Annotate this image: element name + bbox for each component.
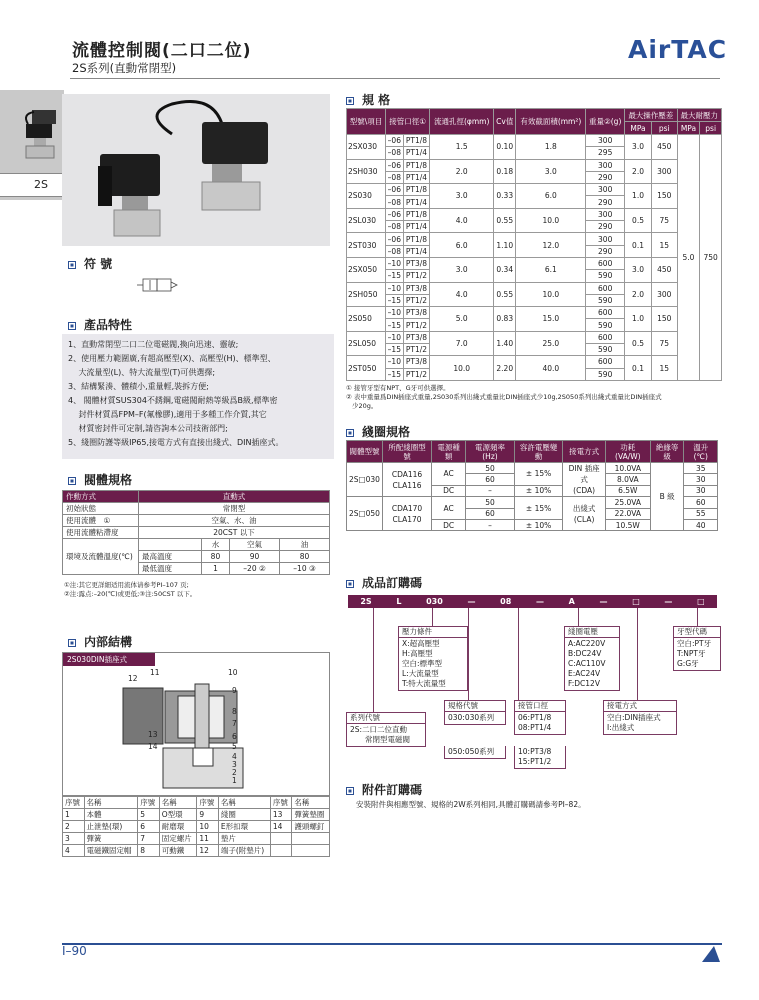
spec-cell: 0.1: [625, 356, 652, 381]
spec-cell: 590: [586, 344, 625, 356]
footer-line: [62, 943, 722, 945]
spec-cell: PT1/8: [403, 184, 429, 196]
spec-cell: 290: [586, 221, 625, 233]
spec-cell: 600: [586, 282, 625, 294]
spec-cell: 300: [586, 135, 625, 147]
product-photo: [62, 94, 330, 246]
spec-cell: 300: [652, 282, 678, 307]
spec-cell: –10: [385, 257, 403, 269]
spec-cell: 1.40: [494, 331, 516, 356]
spec-cell: 6.1: [516, 257, 586, 282]
spec-cell: 1.8: [516, 135, 586, 160]
spec-row: [347, 208, 722, 220]
coil-table: 閥體型號 所配綫圈型號 電源種類 電源頻率(Hz) 容許電壓變動 接電方式 功耗(VA/W) 絶緣等級 溫升(℃) 2S□030 CDA116 CLA116 AC 50 ± 15% DIN 插座式 (CDA) 10.0VA B 級 35 60 8.0VA 30 DC – ± 10% 6.5W 30 2S□050 CDA170 CLA170 AC 50 ± 15% 出綫式 (CLA) 25.0VA 60 60 22.0VA 55 DC – ± 10% 10.5W 40: [346, 440, 718, 531]
spec-row: [347, 331, 722, 343]
part-number: 8: [232, 707, 237, 716]
spec-cell: 0.55: [494, 282, 516, 307]
spec-cell: –10: [385, 307, 403, 319]
cross-section-drawing: [63, 666, 329, 796]
spec-cell: 5.0: [430, 307, 494, 332]
spec-note: ① 接管牙型有NPT、G牙可供選擇。: [346, 384, 450, 392]
spec-cell: PT1/2: [403, 270, 429, 282]
spec-note: 少20g。: [352, 402, 378, 410]
spec-cell: PT3/8: [403, 307, 429, 319]
spec-cell: –06: [385, 208, 403, 220]
spec-cell: 2.0: [430, 159, 494, 184]
valve-thumbnail-icon: [14, 108, 58, 164]
spec-cell: –15: [385, 294, 403, 306]
spec-cell: 2SL050: [347, 331, 386, 356]
order-series-box: 系列代號 2S:二口二位直動 常閉型電磁閥: [346, 712, 426, 747]
spec-cell: 75: [652, 208, 678, 233]
spec-cell: 600: [586, 307, 625, 319]
spec-cell: –08: [385, 245, 403, 257]
part-number: 13: [148, 730, 158, 739]
order-voltage-box: 綫圈電壓 A:AC220V B:DC24V C:AC110V E:AC24V F:DC12V: [564, 626, 620, 691]
spec-cell: 0.34: [494, 257, 516, 282]
spec-cell: PT1/2: [403, 319, 429, 331]
spec-cell: 300: [586, 159, 625, 171]
spec-cell: 3.0: [625, 135, 652, 160]
spec-cell: 2SX050: [347, 257, 386, 282]
feature-item: 3、結構緊湊、體積小,重量輕,裝拆方便;: [68, 382, 209, 391]
part-number: 3: [232, 760, 237, 769]
spec-cell: 2ST030: [347, 233, 386, 258]
valve-spec-table: 作動方式 直動式 初始狀態 常閉型 使用流體 ① 空氣、水、油 使用流體粘滯度 20CST 以下 環境及流體溫度(℃) 水 空氣 油 最高溫度 80 90 80 最低溫度 1 –20 ② –10 ③: [62, 490, 330, 575]
spec-cell: 12.0: [516, 233, 586, 258]
spec-cell: 10.0: [516, 208, 586, 233]
spec-cell: 10.0: [516, 282, 586, 307]
page-number: Ⅰ–90: [62, 944, 87, 958]
spec-cell: 450: [652, 257, 678, 282]
spec-row: [347, 356, 722, 368]
spec-cell: 2.0: [625, 282, 652, 307]
spec-cell: 0.55: [494, 208, 516, 233]
spec-cell: 600: [586, 257, 625, 269]
spec-cell: 0.1: [625, 233, 652, 258]
section-coil: 綫圈規格: [346, 423, 410, 440]
spec-cell: PT1/4: [403, 196, 429, 208]
spec-cell: PT1/8: [403, 135, 429, 147]
spec-cell: 300: [586, 184, 625, 196]
spec-cell: PT1/2: [403, 344, 429, 356]
spec-cell: 590: [586, 270, 625, 282]
order-code-bar: 2S L 030 — 08 — A — □ — □: [348, 595, 717, 608]
spec-cell: 450: [652, 135, 678, 160]
order-connection-box: 接電方式 空白:DIN插座式 I:出綫式: [603, 700, 677, 735]
spec-cell: –10: [385, 282, 403, 294]
spec-cell: PT1/8: [403, 208, 429, 220]
spec-cell: 15.0: [516, 307, 586, 332]
part-number: 5: [232, 742, 237, 751]
spec-cell: 0.10: [494, 135, 516, 160]
spec-cell: 4.0: [430, 282, 494, 307]
order-spec-box: 規格代號 030:030系列: [444, 700, 506, 725]
spec-row: [347, 233, 722, 245]
feature-item: 1、直動常閉型二口二位電磁閥,換向迅速、靈敏;: [68, 340, 239, 349]
spec-cell: 150: [652, 307, 678, 332]
feature-item: 大流量型(L)、特大流量型(T)可供選擇;: [68, 368, 216, 377]
spec-cell: 3.0: [430, 184, 494, 209]
features-list: [62, 334, 334, 459]
spec-cell: 75: [652, 331, 678, 356]
spec-row: [347, 159, 722, 171]
spec-row: [347, 257, 722, 269]
spec-cell: –15: [385, 270, 403, 282]
spec-cell: 750: [700, 135, 722, 381]
spec-cell: –08: [385, 196, 403, 208]
spec-cell: 300: [586, 208, 625, 220]
spec-cell: –10: [385, 356, 403, 368]
spec-cell: 2S030: [347, 184, 386, 209]
spec-cell: PT1/4: [403, 171, 429, 183]
spec-cell: 6.0: [430, 233, 494, 258]
part-number: 10: [228, 668, 238, 677]
spec-cell: 0.5: [625, 208, 652, 233]
valve-spec-note: ①注:其它更詳細适用流体请参考PⅠ–107 页;: [64, 581, 189, 589]
spec-cell: 2SH030: [347, 159, 386, 184]
spec-cell: PT1/4: [403, 245, 429, 257]
spec-cell: 590: [586, 319, 625, 331]
part-number: 6: [232, 732, 237, 741]
spec-cell: –10: [385, 331, 403, 343]
part-number: 11: [150, 668, 160, 677]
spec-cell: PT3/8: [403, 331, 429, 343]
spec-cell: –06: [385, 159, 403, 171]
feature-item: 2、使用壓力範圍廣,有超高壓型(X)、高壓型(H)、標準型、: [68, 354, 276, 363]
spec-cell: 1.0: [625, 307, 652, 332]
spec-cell: 3.0: [516, 159, 586, 184]
spec-row: [347, 307, 722, 319]
spec-cell: –06: [385, 135, 403, 147]
order-spec-box-2: 050:050系列: [444, 746, 506, 759]
spec-cell: PT1/2: [403, 294, 429, 306]
spec-cell: 4.0: [430, 208, 494, 233]
spec-cell: 2S050: [347, 307, 386, 332]
spec-cell: 300: [652, 159, 678, 184]
accessory-text: 安裝附件與相應型號、規格的2W系列相同,具體訂購碼請參考PⅠ–82。: [356, 800, 586, 809]
solenoid-valve-image: [62, 94, 330, 246]
spec-row: [347, 282, 722, 294]
feature-item: 5、綫圈防護等級IP65,接電方式有直接出綫式、DIN插座式。: [68, 438, 284, 447]
spec-note: ② 表中重量爲DIN插座式重量,2S030系列出綫式重量比DIN插座式少10g,2S050系列出綫式重量比DIN插座式: [346, 393, 662, 401]
side-tab-2s[interactable]: 2S: [0, 173, 64, 197]
spec-cell: –08: [385, 221, 403, 233]
spec-cell: 290: [586, 196, 625, 208]
internal-diagram: [62, 652, 330, 796]
spec-cell: 0.83: [494, 307, 516, 332]
section-internal: 内部結構: [68, 633, 132, 650]
spec-cell: PT3/8: [403, 356, 429, 368]
internal-model-label: 2S030DIN插座式: [63, 653, 155, 666]
spec-cell: PT1/4: [403, 221, 429, 233]
parts-table: 序號 名稱 序號 名稱 序號 名稱 序號 名稱 1 本體 5 O型環 9 綫圈 13 彈簧墊圈 2 止泄墊(環) 6 耐磨環 10 E形扣環 14 護頭螺釘 3 彈簧 7 固定螺片 11 墊片 4 電磁鐵固定帽 8 可動鐵 12 端子(附墊片): [62, 796, 330, 857]
spec-row: [347, 135, 722, 147]
spec-cell: –15: [385, 368, 403, 380]
spec-cell: 590: [586, 294, 625, 306]
spec-cell: 2SL030: [347, 208, 386, 233]
valve-symbol-icon: [135, 276, 179, 294]
spec-cell: 2ST050: [347, 356, 386, 381]
spec-cell: 25.0: [516, 331, 586, 356]
spec-cell: 10.0: [430, 356, 494, 381]
spec-cell: 2SH050: [347, 282, 386, 307]
airtac-logo: AirTAC: [628, 35, 728, 64]
spec-cell: 3.0: [430, 257, 494, 282]
spec-cell: 0.33: [494, 184, 516, 209]
section-symbol: 符 號: [68, 255, 112, 272]
spec-cell: 3.0: [625, 257, 652, 282]
spec-cell: 600: [586, 356, 625, 368]
part-number: 14: [148, 742, 158, 751]
spec-cell: 6.0: [516, 184, 586, 209]
order-pressure-box: 壓力條件 X:超高壓型 H:高壓型 空白:標準型 L:大流量型 T:特大流量型: [398, 626, 468, 691]
spec-cell: 15: [652, 233, 678, 258]
order-port-box: 接管口徑 06:PT1/8 08:PT1/4: [514, 700, 566, 735]
spec-cell: 290: [586, 245, 625, 257]
spec-cell: 1.10: [494, 233, 516, 258]
header-divider: [70, 78, 720, 79]
spec-row: [347, 184, 722, 196]
spec-cell: 1.5: [430, 135, 494, 160]
spec-cell: –06: [385, 184, 403, 196]
airtac-corner-icon: [700, 944, 722, 964]
section-spec: 規 格: [346, 91, 390, 108]
section-valve-spec: 閥體規格: [68, 471, 132, 488]
order-port-box-2: 10:PT3/8 15:PT1/2: [514, 746, 566, 769]
part-number: 12: [128, 674, 138, 683]
part-number: 7: [232, 719, 237, 728]
part-number: 2: [232, 768, 237, 777]
spec-cell: –08: [385, 147, 403, 159]
part-number: 4: [232, 752, 237, 761]
part-number: 1: [232, 776, 237, 785]
spec-cell: 300: [586, 233, 625, 245]
spec-cell: PT1/2: [403, 368, 429, 380]
spec-cell: PT1/4: [403, 147, 429, 159]
section-accessory: 附件訂購碼: [346, 781, 422, 798]
spec-cell: 7.0: [430, 331, 494, 356]
spec-cell: 15: [652, 356, 678, 381]
spec-cell: 0.18: [494, 159, 516, 184]
spec-cell: 5.0: [677, 135, 700, 381]
order-thread-box: 牙型代碼 空白:PT牙 T:NPT牙 G:G牙: [673, 626, 721, 671]
spec-cell: 295: [586, 147, 625, 159]
spec-cell: 590: [586, 368, 625, 380]
spec-cell: –08: [385, 171, 403, 183]
section-features: 產品特性: [68, 316, 132, 333]
spec-cell: PT1/8: [403, 159, 429, 171]
spec-cell: –06: [385, 233, 403, 245]
spec-cell: –15: [385, 319, 403, 331]
feature-item: 4、 閥體材質SUS304不銹鋼,電磁閥耐熱等級爲B級,標準密: [68, 396, 278, 405]
section-order: 成品訂購碼: [346, 574, 422, 591]
spec-cell: 2.0: [625, 159, 652, 184]
part-number: 9: [232, 686, 237, 695]
feature-item: 封件材質爲FPM–F(氟橡膠),適用于多種工作介質,其它: [68, 410, 267, 419]
spec-cell: –15: [385, 344, 403, 356]
spec-table: 型號\項目 接管口徑① 流通孔徑(φmm) Cv值 有效截面積(mm²) 重量②(g) 最大操作壓差 最大耐壓力 MPa psi MPa psi 2SX030 –06 PT1/8 1.5 0.10 1.8 300 3.0 450 5.0 750 –08 PT1/4 295 2SH030 –06 PT1/8 2.0 0.18 3.0 300 2.0 300 –08 PT1/4 290 2S030 –06 PT1/8 3.0 0.33 6.0 300 1.0 150 –08 PT1/4 290 2SL030 –06 PT1/8 4.0 0.55 10.0 300 0.5 75 –08 PT1/4 290 2ST030 –06 PT1/8 6.0 1.10 12.0 300 0.1 15 –08 PT1/4 290 2SX050 –10 PT3/8 3.0 0.34 6.1 600 3.0 450 –15 PT1/2 590 2SH050 –10 PT3/8 4.0 0.55 10.0 600 2.0 300 –15 PT1/2 590 2S050 –10 PT3/8 5.0 0.83 15.0 600 1.0 150 –15 PT1/2 590 2SL050 –10 PT3/8 7.0 1.40 25.0 600 0.5 75 –15 PT1/2 590 2ST050 –10 PT3/8 10.0 2.20 40.0 600 0.1 15 –15 PT1/2 590: [346, 108, 722, 381]
valve-spec-note: ②注:露点:–20(℃)或更低;③注:50CST 以下。: [64, 590, 197, 598]
page-subtitle: 2S系列(直動常閉型): [72, 61, 177, 75]
spec-cell: 150: [652, 184, 678, 209]
spec-cell: PT3/8: [403, 257, 429, 269]
spec-cell: 290: [586, 171, 625, 183]
spec-cell: 1.0: [625, 184, 652, 209]
spec-cell: 40.0: [516, 356, 586, 381]
spec-cell: 2.20: [494, 356, 516, 381]
spec-cell: 0.5: [625, 331, 652, 356]
spec-cell: PT3/8: [403, 282, 429, 294]
spec-cell: 600: [586, 331, 625, 343]
feature-item: 材質密封件可定制,請咨詢本公司技術部門;: [68, 424, 228, 433]
page-title: 流體控制閥(二口二位): [72, 41, 252, 61]
spec-cell: PT1/8: [403, 233, 429, 245]
spec-cell: 2SX030: [347, 135, 386, 160]
